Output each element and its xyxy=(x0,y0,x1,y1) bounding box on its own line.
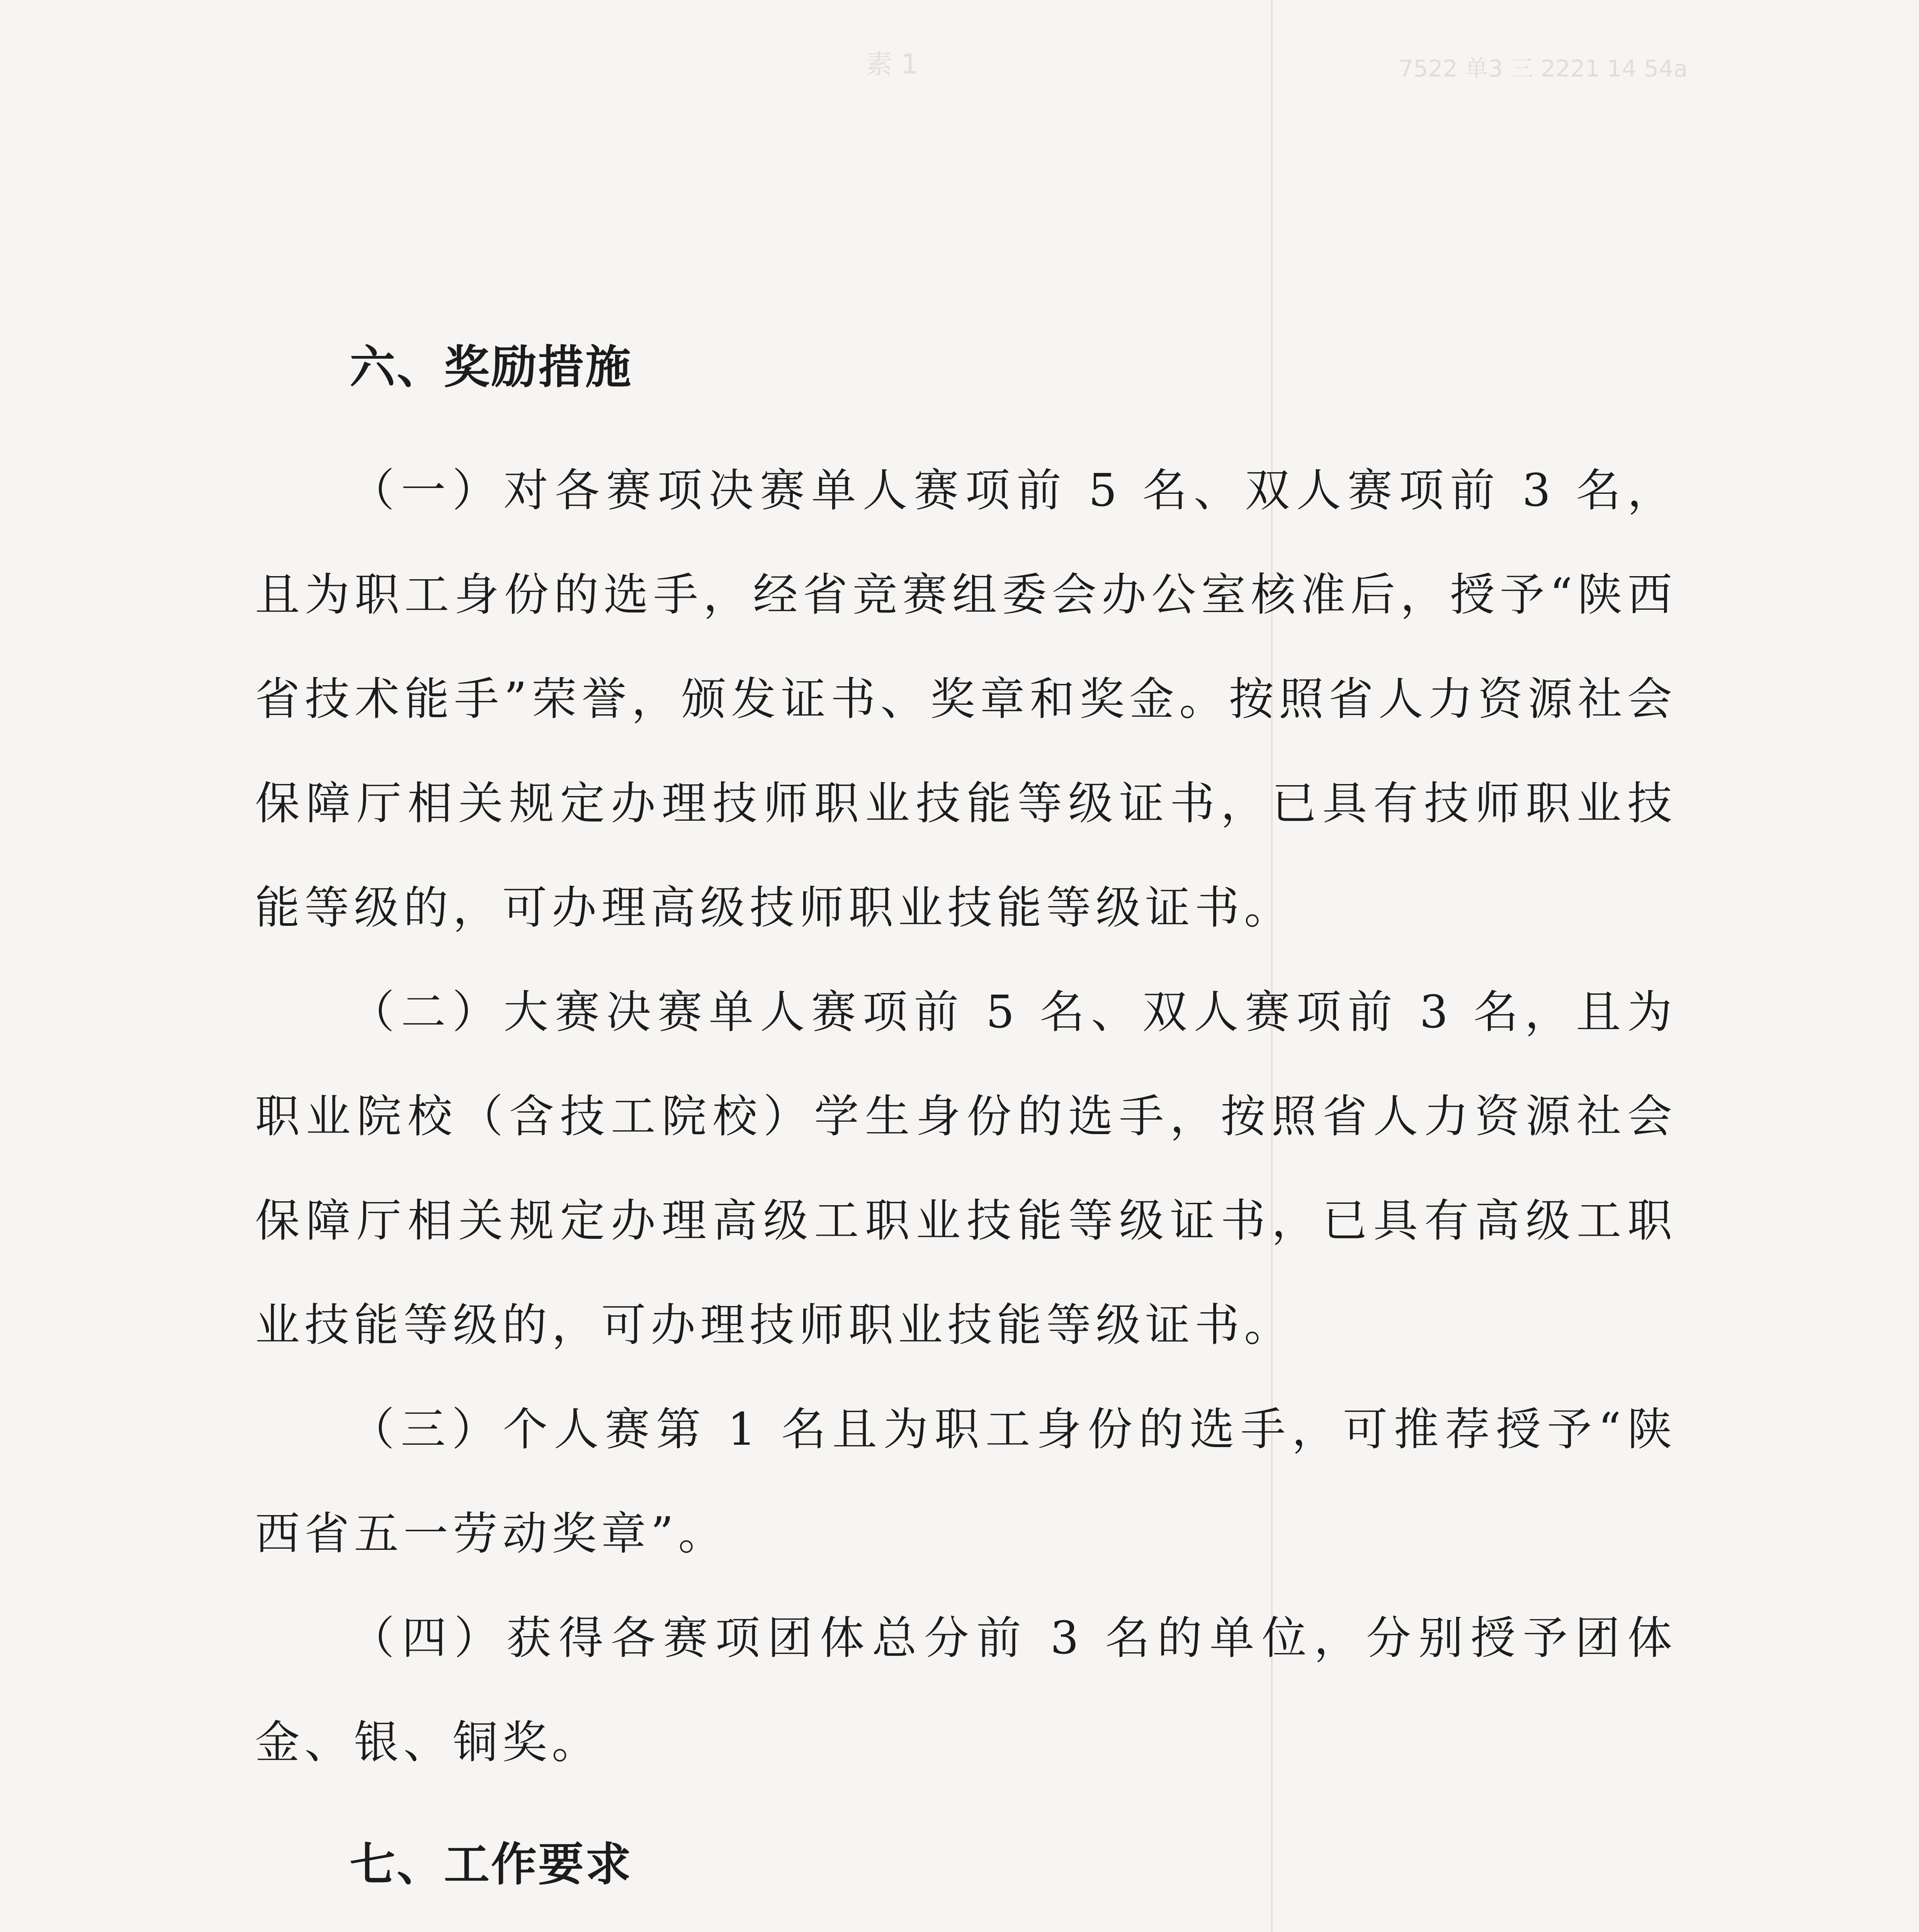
bleed-through-header-mark: 素 1 xyxy=(865,48,918,80)
paragraph-reward-4: （四）获得各赛项团体总分前 3 名的单位，分别授予团体金、银、铜奖。 xyxy=(255,1612,1677,1769)
section-heading-rewards: 六、奖励措施 xyxy=(350,340,633,394)
paragraph-reward-1: （一）对各赛项决赛单人赛项前 5 名、双人赛项前 3 名，且为职工身份的选手，经省竞赛组委会办公室核准后，授予“陕西省技术能手”荣誉，颁发证书、奖章和奖金。按照省人力资源社会保障厅相关规定办理技师职业技能等级证书，已具有技师职业技能等级的，可办理高级技师职业技能等级证书。 xyxy=(255,464,1677,934)
bleed-through-header-text: 7522 单3 三 2221 14 54a xyxy=(1399,55,1688,82)
document-body xyxy=(255,340,1677,1932)
paragraph-reward-3: （三）个人赛第 1 名且为职工身份的选手，可推荐授予“陕西省五一劳动奖章”。 xyxy=(255,1403,1677,1560)
paragraph-reward-2: （二）大赛决赛单人赛项前 5 名、双人赛项前 3 名，且为职业院校（含技工院校）学生身份的选手，按照省人力资源社会保障厅相关规定办理高级工职业技能等级证书，已具有高级工职业技能等级的，可办理技师职业技能等级证书。 xyxy=(255,986,1677,1351)
section-heading-requirements: 七、工作要求 xyxy=(350,1838,633,1891)
